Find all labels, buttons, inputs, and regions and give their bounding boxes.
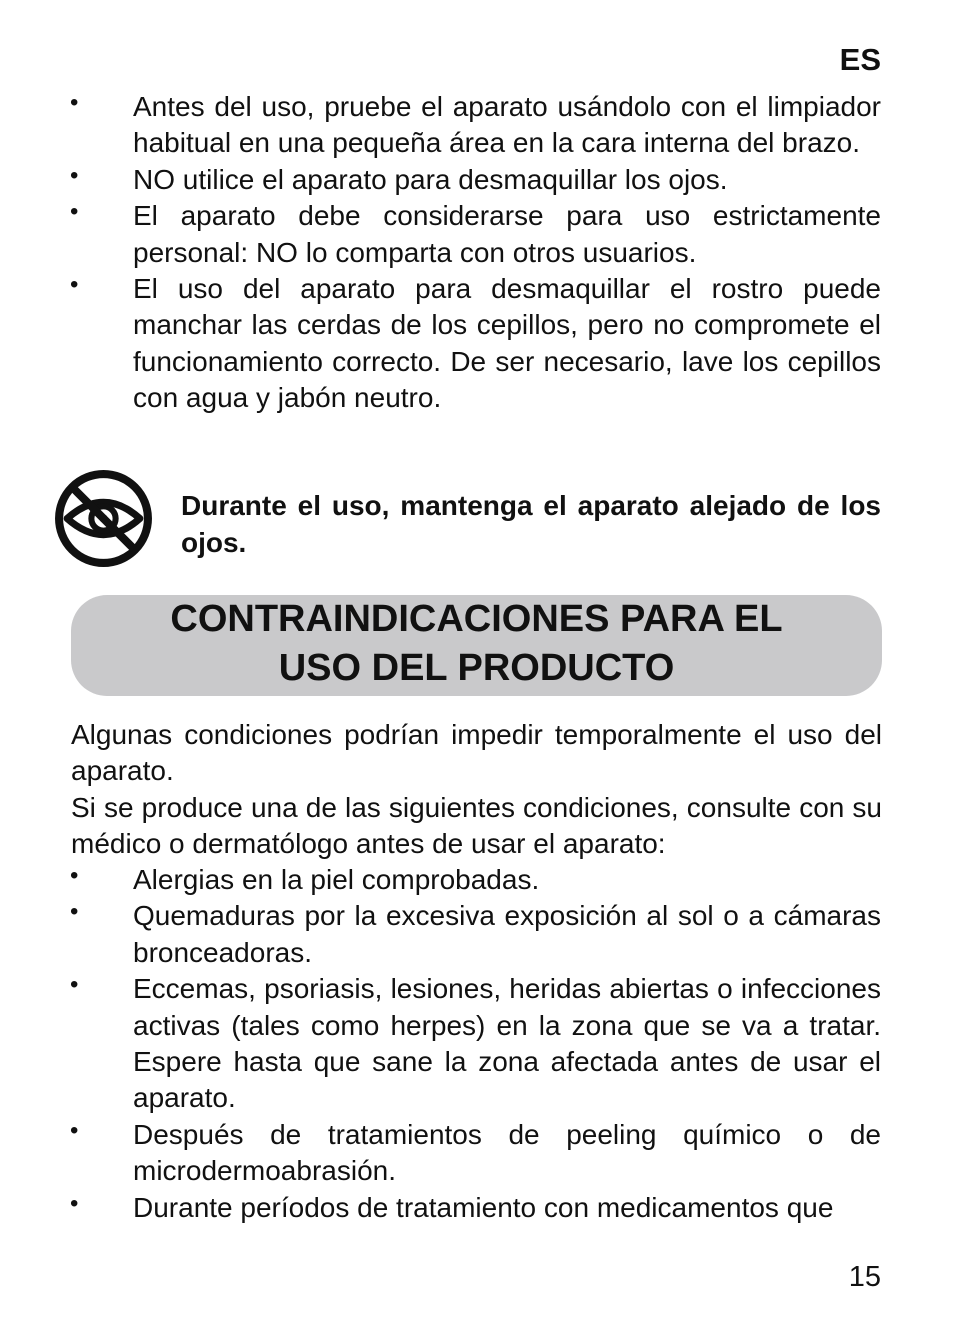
precautions-list	[0, 89, 954, 417]
section-header	[71, 595, 882, 696]
list-item-text: Durante períodos de tratamiento con medicamentos que	[133, 1191, 834, 1223]
bullet: •	[70, 271, 79, 299]
section-intro	[71, 717, 882, 863]
page-number: 15	[848, 1261, 881, 1293]
bullet: •	[70, 1116, 79, 1144]
bullet: •	[70, 161, 79, 189]
bullet: •	[70, 862, 79, 889]
paragraph: Si se produce una de las siguientes condiciones, consulte con su médico o dermatólogo antes de usar el aparato:	[71, 791, 882, 860]
list-item-text: Quemaduras por la excesiva exposición al sol o a cámaras bronceadoras.	[133, 900, 881, 968]
list-item-text: Eccemas, psoriasis, lesiones, heridas abiertas o infecciones activas (tales como herpes) en la zona que se va a tratar. Espere hasta que sane la zona afectada antes de usar el aparato.	[133, 973, 881, 1114]
list-item-text: El aparato debe considerarse para uso estrictamente personal: NO lo comparta con otros usuarios.	[133, 200, 881, 268]
warning-text: Durante el uso, mantenga el aparato alejado de los ojos.	[181, 490, 881, 558]
list-item	[0, 1117, 954, 1190]
list-item-text: Alergias en la piel comprobadas.	[133, 864, 540, 895]
list-item-text: El uso del aparato para desmaquillar el rostro puede manchar las cerdas de los cepillos, pero no compromete el funcionamiento correcto. De ser necesario, lave los cepillos con agua y jabón neutro.	[133, 273, 881, 414]
list-item	[0, 271, 954, 417]
list-item	[0, 162, 954, 198]
no-eyes-icon	[53, 468, 154, 569]
list-item	[0, 971, 954, 1117]
list-item	[0, 898, 954, 971]
bullet: •	[70, 198, 79, 226]
list-item-text: Antes del uso, pruebe el aparato usándolo con el limpiador habitual en una pequeña área en la cara interna del brazo.	[133, 91, 881, 159]
section-title	[97, 595, 857, 693]
list-item	[0, 89, 954, 162]
list-item	[0, 198, 954, 271]
contraindications-list	[0, 862, 954, 1226]
list-item	[0, 1190, 954, 1226]
paragraph: Algunas condiciones podrían impedir temporalmente el uso del aparato.	[71, 719, 882, 787]
bullet: •	[70, 898, 79, 926]
list-item	[0, 862, 954, 898]
list-item-text: NO utilice el aparato para desmaquillar los ojos.	[133, 163, 728, 195]
bullet: •	[70, 89, 79, 116]
language-code: ES	[839, 42, 881, 77]
bullet: •	[70, 971, 79, 999]
section-title-line: USO DEL PRODUCTO	[278, 646, 675, 689]
list-item-text: Después de tratamientos de peeling químico o de microdermoabrasión.	[133, 1118, 881, 1187]
bullet: •	[70, 1189, 79, 1217]
section-title-line: CONTRAINDICACIONES PARA EL	[170, 597, 783, 640]
